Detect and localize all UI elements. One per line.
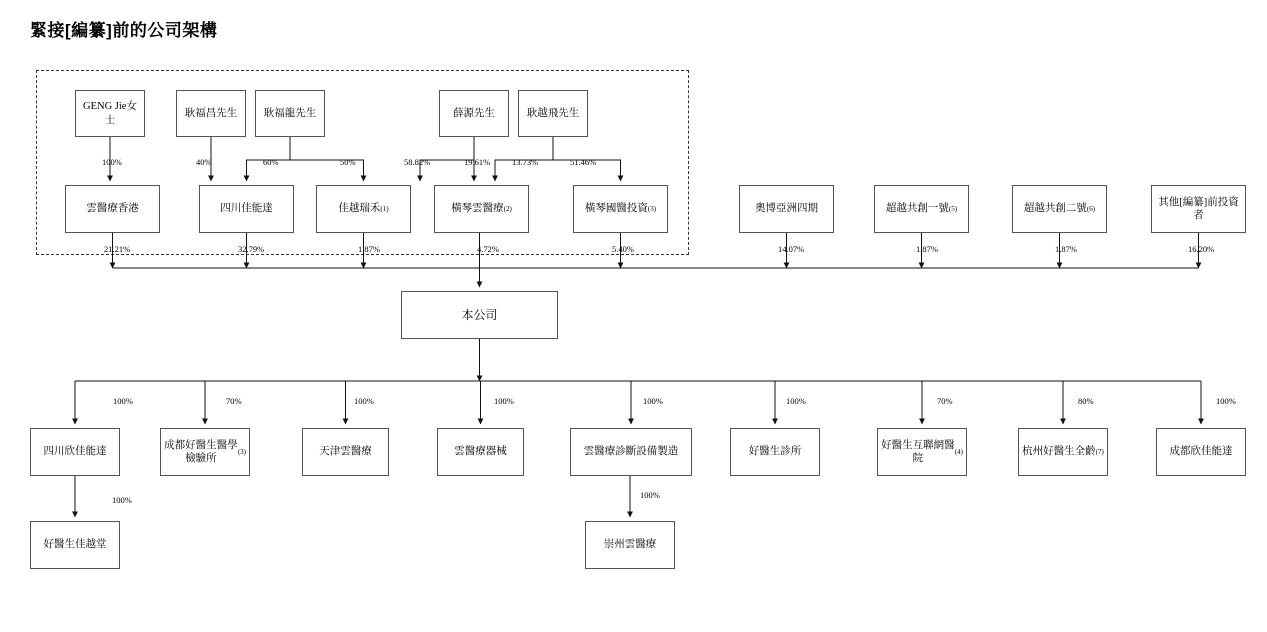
node-subsidiary-yunyiliao-device-manufacturing[interactable] bbox=[570, 428, 692, 476]
node-label: 薛源先生 bbox=[453, 107, 495, 119]
node-holdco-hengqin-yunyiliao[interactable] bbox=[434, 185, 529, 233]
percent-label-hengqin-guoyi-51: 51.46% bbox=[570, 157, 597, 167]
percent-label-sub-clinic: 100% bbox=[786, 396, 806, 406]
node-footnote-marker: (2) bbox=[503, 204, 512, 213]
percent-label-geng-jie: 100% bbox=[102, 157, 122, 167]
percent-label-jiayue-1: 1.87% bbox=[358, 244, 380, 254]
node-label: 耿越飛先生 bbox=[526, 107, 580, 119]
percent-label-other-16: 16.20% bbox=[1188, 244, 1215, 254]
percent-label-hengqin-58: 58.82% bbox=[404, 157, 431, 167]
node-subsidiary-hangzhou-haoyisheng-quanling[interactable] bbox=[1018, 428, 1108, 476]
percent-label-sub-sichuan-xinjianenda: 100% bbox=[113, 396, 133, 406]
percent-label-sichuan-32: 32.79% bbox=[238, 244, 265, 254]
percent-label-sub-qixie: 100% bbox=[494, 396, 514, 406]
node-footnote-marker: (7) bbox=[1095, 447, 1104, 456]
percent-label-chaoyue2-1: 1.87% bbox=[1055, 244, 1077, 254]
percent-label-geng-fulong: 60% bbox=[263, 157, 279, 167]
percent-label-geng-yuefei-13: 13.73% bbox=[512, 157, 539, 167]
node-label: 雲醫療診斷設備製造 bbox=[583, 446, 679, 458]
node-shareholder-geng-yuefei[interactable] bbox=[518, 90, 588, 137]
percent-label-sub-tianjin: 100% bbox=[354, 396, 374, 406]
node-footnote-marker: (5) bbox=[948, 204, 958, 213]
percent-label-hk-21: 21.21% bbox=[104, 244, 131, 254]
percent-label-guoyi-5: 5.40% bbox=[612, 244, 634, 254]
node-label: 耿福龍先生 bbox=[263, 107, 317, 119]
percent-label-chaoyue1-1: 1.87% bbox=[916, 244, 938, 254]
node-footnote-marker: (3) bbox=[647, 204, 657, 213]
node-footnote-marker: (6) bbox=[1086, 204, 1096, 213]
percent-label-jiayue-ruihe-50: 50% bbox=[340, 157, 356, 167]
node-label: 崇州雲醫療 bbox=[603, 539, 657, 551]
node-label: 橫琴國醫投資 bbox=[584, 203, 648, 215]
node-holdco-sichuan-jianenda[interactable] bbox=[199, 185, 294, 233]
node-investor-chaoyue-gongchuang-2[interactable] bbox=[1012, 185, 1107, 233]
node-subsidiary-chongzhou-yunyiliao[interactable] bbox=[585, 521, 675, 569]
node-the-company[interactable] bbox=[401, 291, 558, 339]
node-shareholder-geng-fuchang[interactable] bbox=[176, 90, 246, 137]
node-label: 好醫生診所 bbox=[748, 446, 802, 458]
node-label: 四川佳能達 bbox=[220, 203, 273, 215]
node-footnote-marker: (3) bbox=[237, 447, 246, 456]
node-subsidiary-haoyisheng-internet-hospital[interactable] bbox=[877, 428, 967, 476]
node-investor-other-pre-ipo[interactable] bbox=[1151, 185, 1246, 233]
node-label: 好醫生互聯網醫院 bbox=[881, 439, 955, 464]
percent-label-sub-device-mfg: 100% bbox=[643, 396, 663, 406]
node-label: 奧博亞洲四期 bbox=[755, 203, 818, 215]
node-subsidiary-haoyisheng-jiayuetang[interactable] bbox=[30, 521, 120, 569]
node-label: 四川欣佳能達 bbox=[43, 446, 107, 458]
node-subsidiary-tianjin-yunyiliao[interactable] bbox=[302, 428, 389, 476]
node-investor-aobo-asia-iv[interactable] bbox=[739, 185, 834, 233]
page-title: 緊接[編纂]前的公司架構 bbox=[30, 21, 218, 40]
node-label: GENG Jie女士 bbox=[83, 101, 137, 126]
node-label: 好醫生佳越堂 bbox=[43, 539, 107, 551]
node-subsidiary-chengdu-haoyisheng-lab[interactable] bbox=[160, 428, 250, 476]
node-holdco-jiayue-ruihe[interactable] bbox=[316, 185, 411, 233]
node-label: 杭州好醫生全齡 bbox=[1022, 446, 1096, 458]
percent-label-l3-jiayuetang: 100% bbox=[112, 495, 132, 505]
node-label: 雲醫療器械 bbox=[454, 446, 507, 458]
node-shareholder-geng-jie[interactable] bbox=[75, 90, 145, 137]
node-label: 本公司 bbox=[461, 307, 498, 322]
node-label: 其他[編纂]前投資者 bbox=[1158, 196, 1239, 221]
percent-label-sub-chengdu-xinjianenda: 100% bbox=[1216, 396, 1236, 406]
node-footnote-marker: (1) bbox=[380, 204, 389, 213]
node-label: 成都好醫生醫學檢驗所 bbox=[164, 439, 238, 464]
node-shareholder-xue-yuan[interactable] bbox=[439, 90, 509, 137]
percent-label-aobo-14: 14.07% bbox=[778, 244, 805, 254]
percent-label-sub-internet-hospital: 70% bbox=[937, 396, 953, 406]
node-holdco-yunyiliao-hk[interactable] bbox=[65, 185, 160, 233]
node-footnote-marker: (4) bbox=[954, 447, 963, 456]
node-label: 超越共創二號 bbox=[1023, 203, 1087, 215]
node-label: 橫琴雲醫療 bbox=[451, 203, 504, 215]
percent-label-sub-chengdu-lab: 70% bbox=[226, 396, 242, 406]
percent-label-xue-yuan-19: 19.61% bbox=[464, 157, 491, 167]
percent-label-l3-chongzhou: 100% bbox=[640, 490, 660, 500]
node-label: 耿福昌先生 bbox=[184, 107, 238, 119]
node-subsidiary-yunyiliao-qixie[interactable] bbox=[437, 428, 524, 476]
node-holdco-hengqin-guoyi[interactable] bbox=[573, 185, 668, 233]
node-label: 成都欣佳能達 bbox=[1169, 446, 1233, 458]
percent-label-geng-fuchang: 40% bbox=[196, 157, 212, 167]
percent-label-sub-hangzhou: 80% bbox=[1078, 396, 1094, 406]
percent-label-hengqin-4: 4.72% bbox=[477, 244, 499, 254]
node-subsidiary-haoyisheng-clinic[interactable] bbox=[730, 428, 820, 476]
node-subsidiary-chengdu-xinjianenda[interactable] bbox=[1156, 428, 1246, 476]
node-label: 雲醫療香港 bbox=[86, 203, 139, 215]
node-subsidiary-sichuan-xinjianenda[interactable] bbox=[30, 428, 120, 476]
node-label: 超越共創一號 bbox=[885, 203, 949, 215]
node-label: 天津雲醫療 bbox=[319, 446, 372, 458]
node-label: 佳越瑞禾 bbox=[338, 203, 381, 215]
node-shareholder-geng-fulong[interactable] bbox=[255, 90, 325, 137]
node-investor-chaoyue-gongchuang-1[interactable] bbox=[874, 185, 969, 233]
